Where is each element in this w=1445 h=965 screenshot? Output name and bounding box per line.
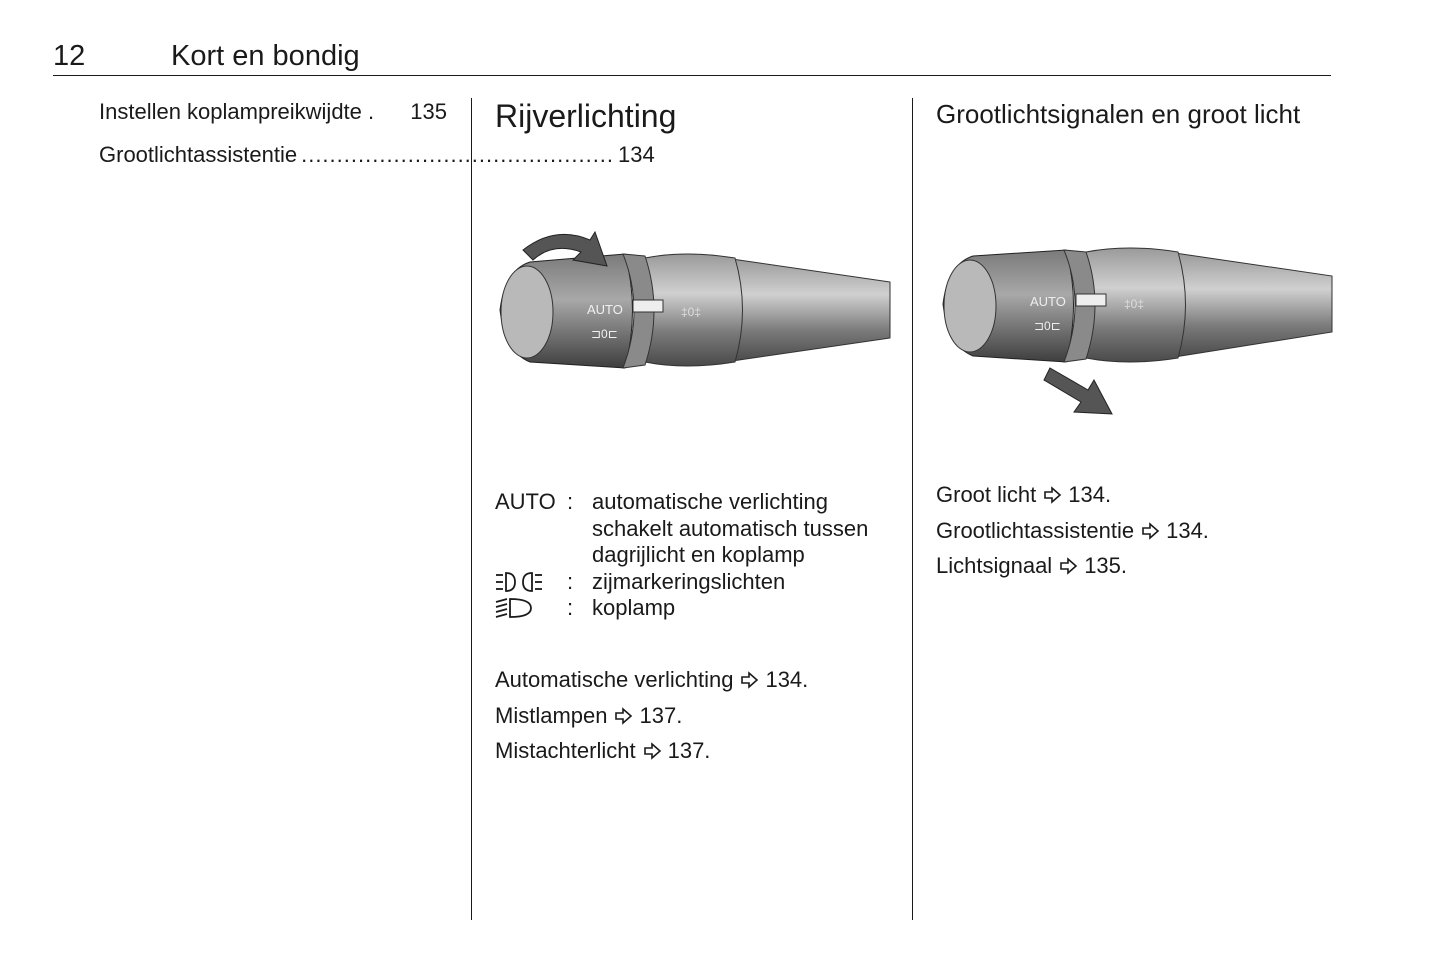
legend-row-auto: [495, 489, 885, 569]
cross-reference-text: Groot licht: [936, 482, 1037, 507]
toc-entry-text: Grootlichtassistentie: [99, 142, 298, 167]
stalk-side-marker-symbol: ⊐0⊏: [1034, 319, 1061, 333]
legend-row-side-markers: [495, 569, 885, 596]
light-switch-stalk-illustration: [495, 220, 893, 380]
cross-reference-text: Automatische verlichting: [495, 667, 734, 692]
cross-reference-link[interactable]: [936, 482, 1209, 518]
cross-reference-link[interactable]: [936, 518, 1209, 554]
high-beam-stalk-illustration: [938, 240, 1334, 420]
see-page-arrow-icon: [642, 742, 662, 760]
toc-entry-text: Instellen koplampreikwijdte .: [99, 99, 375, 124]
see-page-arrow-icon: [1058, 557, 1078, 575]
page-number: 12: [53, 40, 86, 72]
toc-entry-page: 135: [410, 99, 447, 124]
low-beam-icon: [495, 595, 567, 622]
legend-colon: :: [567, 595, 574, 620]
legend-desc-auto: automatische verlichting schakelt automatisch tussen dagrijlicht en koplamp: [592, 489, 869, 567]
see-page-arrow-icon: [1042, 486, 1062, 504]
column-divider-2: [912, 98, 913, 920]
cross-reference-page: 134.: [1166, 517, 1209, 543]
column-divider-1: [471, 98, 472, 920]
cross-reference-page: 137.: [639, 702, 683, 728]
see-page-arrow-icon: [739, 671, 759, 689]
cross-references-col3: [936, 482, 1209, 589]
toc-entry[interactable]: [99, 99, 447, 142]
section-title: Kort en bondig: [171, 40, 360, 72]
toc-entry[interactable]: [99, 142, 655, 185]
legend-desc-low-beam: koplamp: [592, 595, 676, 620]
toc-leader: ............................................: [301, 142, 615, 167]
cross-reference-link[interactable]: [495, 667, 808, 703]
stalk-fog-symbol: ‡0‡: [681, 305, 702, 319]
cross-reference-page: 135.: [1084, 553, 1128, 578]
see-page-arrow-icon: [1140, 522, 1160, 540]
stalk-position-indicator: [633, 300, 663, 312]
cross-reference-text: Mistachterlicht: [495, 738, 636, 763]
stalk-label-auto: AUTO: [587, 302, 623, 317]
toc-entry-page: 134: [618, 142, 655, 167]
cross-reference-text: Mistlampen: [495, 702, 608, 728]
cross-reference-page: 134.: [765, 667, 809, 692]
header-rule: [53, 75, 1331, 76]
cross-references-col2: [495, 667, 808, 774]
pull-arrow-icon: [1044, 368, 1112, 414]
legend-key-auto: AUTO: [495, 489, 556, 514]
cross-reference-text: Lichtsignaal: [936, 553, 1053, 578]
stalk-position-indicator: [1076, 294, 1106, 306]
symbol-legend: [495, 489, 885, 622]
cross-reference-link[interactable]: [495, 703, 808, 739]
stalk-side-marker-symbol: ⊐0⊏: [591, 327, 618, 341]
legend-desc-side-markers: zijmarkeringslichten: [592, 568, 786, 594]
legend-colon: :: [567, 568, 574, 594]
side-marker-lights-icon: [495, 569, 567, 596]
cross-reference-link[interactable]: [936, 553, 1209, 589]
see-page-arrow-icon: [613, 707, 633, 725]
section-heading-high-beam: Grootlichtsignalen en groot licht: [936, 99, 1301, 129]
legend-row-low-beam: [495, 595, 885, 622]
cross-reference-page: 137.: [667, 738, 711, 763]
stalk-label-auto: AUTO: [1030, 294, 1066, 309]
cross-reference-page: 134.: [1068, 482, 1112, 507]
cross-reference-text: Grootlichtassistentie: [936, 517, 1135, 543]
cross-reference-link[interactable]: [495, 738, 808, 774]
stalk-fog-symbol: ‡0‡: [1124, 297, 1145, 311]
legend-colon: :: [567, 489, 574, 514]
section-heading-rijverlichting: Rijverlichting: [495, 98, 677, 134]
